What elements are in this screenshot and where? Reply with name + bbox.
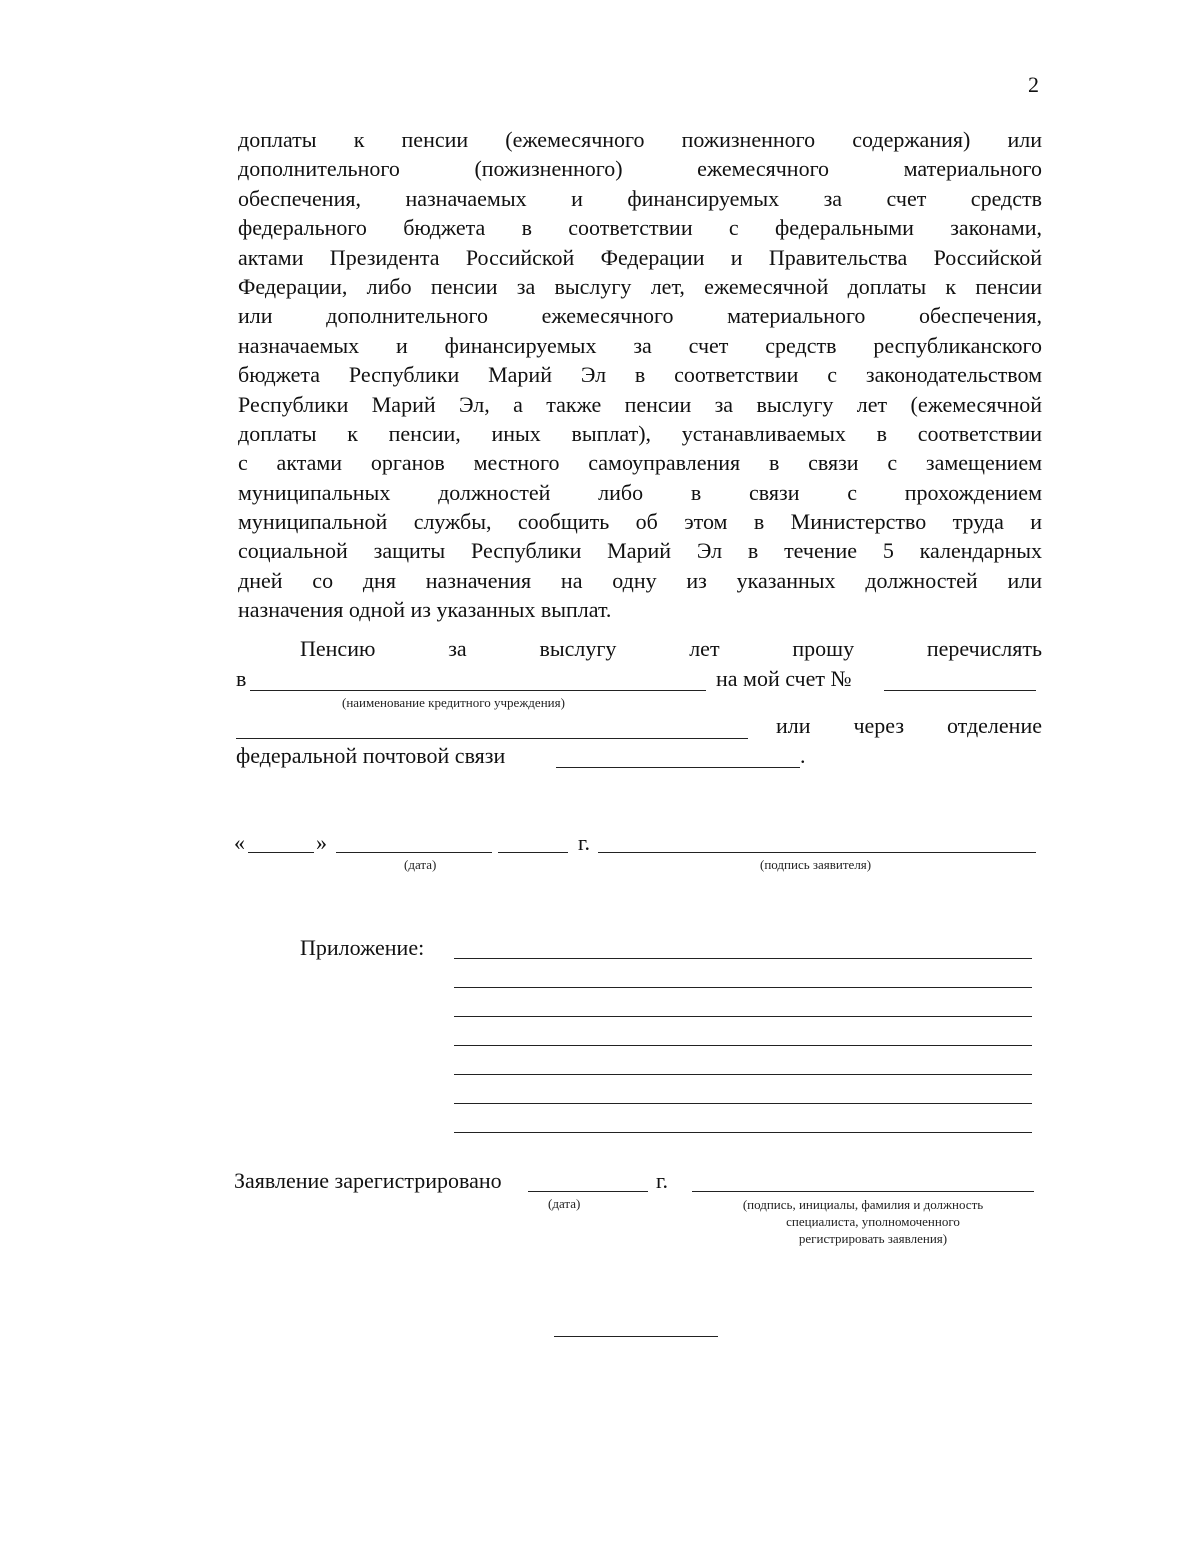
pension-word: выслугу bbox=[539, 636, 617, 661]
year-field[interactable] bbox=[498, 852, 568, 853]
postal-label: федеральной почтовой связи bbox=[236, 743, 506, 768]
paragraph-line: доплаты к пенсии (ежемесячного пожизненного содержания) или bbox=[238, 127, 1042, 152]
paragraph-line: муниципальных должностей либо в связи с прохождением bbox=[238, 479, 1042, 505]
paragraph-line: актами Президента Российской Федерации и Правительства Российской bbox=[238, 244, 1042, 270]
pension-word: лет bbox=[689, 636, 720, 661]
year-suffix: г. bbox=[578, 830, 591, 855]
quote-open: « bbox=[234, 830, 245, 855]
closing-separator bbox=[554, 1336, 718, 1337]
registrar-caption-line: специалиста, уполномоченного bbox=[786, 1214, 960, 1229]
attachment-label: Приложение: bbox=[300, 935, 425, 960]
account-number-field[interactable] bbox=[884, 690, 1036, 691]
paragraph-line: Республики Марий Эл, а также пенсии за выслугу лет (ежемесячной bbox=[238, 391, 1042, 417]
or-word: через bbox=[853, 713, 905, 738]
registration-date-field[interactable] bbox=[528, 1191, 648, 1192]
day-field[interactable] bbox=[248, 852, 314, 853]
registrar-signature-field[interactable] bbox=[692, 1191, 1034, 1192]
paragraph-line: обеспечения, назначаемых и финансируемых за счет средств bbox=[238, 185, 1042, 211]
month-field[interactable] bbox=[336, 852, 492, 853]
paragraph-line: назначения одной из указанных выплат. bbox=[238, 597, 612, 623]
paragraph-line: назначаемых и финансируемых за счет средств республиканского bbox=[238, 332, 1042, 358]
registration-label: Заявление зарегистрировано bbox=[234, 1168, 502, 1193]
registration-year-suffix: г. bbox=[656, 1168, 669, 1193]
bank-caption: (наименование кредитного учреждения) bbox=[342, 695, 565, 710]
signature-caption: (подпись заявителя) bbox=[760, 857, 872, 872]
paragraph-line: с актами органов местного самоуправления в связи с замещением bbox=[238, 450, 1042, 476]
bank-name-continuation-field[interactable] bbox=[236, 738, 748, 739]
paragraph-line: Федерации, либо пенсии за выслугу лет, ежемесячной доплаты к пенсии bbox=[238, 273, 1042, 299]
bank-name-field[interactable] bbox=[250, 690, 706, 691]
postal-period: . bbox=[800, 743, 806, 768]
quote-close: » bbox=[316, 830, 327, 855]
paragraph-line: бюджета Республики Марий Эл в соответствии с законодательством bbox=[238, 362, 1042, 388]
prefix-v: в bbox=[236, 666, 247, 691]
paragraph-line: дней со дня назначения на одну из указанных должностей или bbox=[238, 567, 1042, 593]
pension-word: перечислять bbox=[926, 636, 1042, 661]
paragraph-line: дополнительного (пожизненного) ежемесячного материального bbox=[238, 156, 1042, 182]
paragraph-line: муниципальной службы, сообщить об этом в Министерство труда и bbox=[238, 509, 1042, 535]
registrar-caption bbox=[692, 1196, 1034, 1247]
paragraph-line: доплаты к пенсии, иных выплат), устанавливаемых в соответствии bbox=[238, 420, 1042, 446]
pension-request-line bbox=[300, 636, 1042, 662]
applicant-signature-field[interactable] bbox=[598, 852, 1036, 853]
attachment-field[interactable] bbox=[454, 1074, 1032, 1075]
body-paragraph bbox=[238, 125, 1042, 625]
paragraph-line: федерального бюджета в соответствии с федеральными законами, bbox=[238, 215, 1042, 241]
attachment-field[interactable] bbox=[454, 1132, 1032, 1133]
or-word: или bbox=[776, 713, 811, 738]
page-number: 2 bbox=[1028, 72, 1039, 97]
attachment-field[interactable] bbox=[454, 987, 1032, 988]
paragraph-line: социальной защиты Республики Марий Эл в течение 5 календарных bbox=[238, 538, 1042, 564]
paragraph-line: или дополнительного ежемесячного материального обеспечения, bbox=[238, 303, 1042, 329]
attachment-field[interactable] bbox=[454, 1016, 1032, 1017]
pension-word: Пенсию bbox=[300, 636, 376, 661]
or-via-line bbox=[776, 713, 1042, 739]
account-label: на мой счет № bbox=[716, 666, 852, 691]
registrar-caption-line: регистрировать заявления) bbox=[798, 1231, 948, 1246]
attachment-field[interactable] bbox=[454, 1103, 1032, 1104]
pension-word: за bbox=[448, 636, 467, 661]
attachment-field[interactable] bbox=[454, 1045, 1032, 1046]
postal-office-field[interactable] bbox=[556, 767, 800, 768]
pension-word: прошу bbox=[792, 636, 855, 661]
attachment-field[interactable] bbox=[454, 958, 1032, 959]
date-caption: (дата) bbox=[404, 857, 437, 872]
registrar-caption-line: (подпись, инициалы, фамилия и должность bbox=[742, 1197, 984, 1212]
or-word: отделение bbox=[946, 713, 1042, 738]
registration-date-caption: (дата) bbox=[548, 1196, 581, 1211]
